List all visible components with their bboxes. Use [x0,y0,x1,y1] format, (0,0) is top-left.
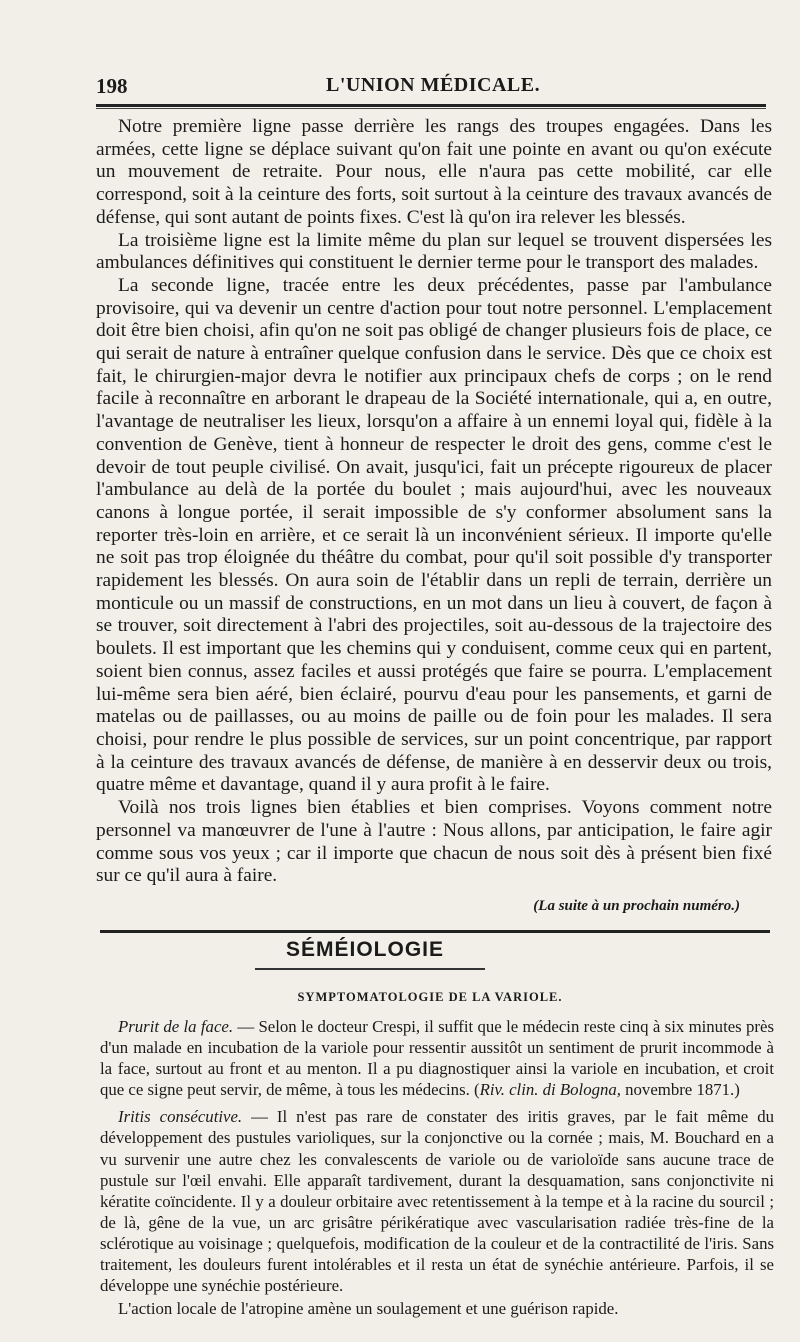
page-number: 198 [96,74,128,98]
header-rule [96,104,766,107]
header-rule-thin [96,108,766,109]
source-citation: Riv. clin. di Bologna, [479,1080,621,1100]
section-paragraph: L'action locale de l'atropine amène un soulagement et une guérison rapide. [118,1299,619,1319]
section-title-rule [255,968,485,970]
article-body [96,116,772,888]
article-paragraph: La troisième ligne est la limite même du plan sur lequel se trouvent dispersées les ambulances définitives qui constituent le dernier terme pour le transport des malades. [96,229,772,274]
citation-date: novembre 1871.) [620,1080,740,1100]
paragraph-text: — Selon le docteur Crespi, il suffit que le médecin reste cinq à six minutes près d'un malade en incubation de la variole pour ressentir aussitôt un sentiment de prurit incommode à la face, surtout au front et au menton. Il a pu diagnostiquer ainsi la variole en incubation, et croit que ce signe peut servir, de même, à tous les médecins. ( [100,1017,774,1100]
section-body [100,1016,774,1325]
paragraph-heading: Iritis consécutive. [118,1107,243,1127]
section-paragraph [100,1016,774,1100]
article-paragraph: Voilà nos trois lignes bien établies et bien comprises. Voyons comment notre personnel va manœuvrer de l'une à l'autre : Nous allons, par anticipation, le faire agir comme sous vos yeux ; car il importe que chacun de nous soit dès à présent bien fixé sur ce qu'il aura à faire. [96,797,772,887]
page-header [96,74,768,104]
section-title: SÉMÉIOLOGIE [285,938,445,961]
article-paragraph: La seconde ligne, tracée entre les deux précédentes, passe par l'ambulance provisoire, qui va devenir un centre d'action pour tout notre personnel. L'emplacement doit être bien choisi, afin qu'on ne soit pas obligé de changer plusieurs fois de place, ce qui serait de nature à entraîner quelque confusion dans le service. Dès que ce choix est fait, le chirurgien-major devra le notifier aux principaux chefs de corps ; on le rend facile à reconnaître en arborant le drapeau de la Société internationale, qui a, en outre, l'avantage de neutraliser les lieux, lorsqu'on a affaire à un ennemi loyal qui, fidèle à la convention de Genève, tient à honneur de respecter le droit des gens, comme c'est le devoir de tout peuple civilisé. On avait, jusqu'ici, fait un précepte rigoureux de placer l'ambulance au delà de la portée du boulet ; mais aujourd'hui, avec les nouveaux canons à longue portée, il serait impossible de s'y conformer absolument sans la reporter très-loin en arrière, et ce serait là un inconvénient sérieux. Il importe qu'elle ne soit pas trop éloignée du théâtre du combat, pour qu'il soit possible d'y transporter rapidement les blessés. On aura soin de l'établir dans un repli de terrain, derrière un monticule ou un massif de constructions, en un mot dans un lieu à couvert, de façon à se trouver, soit directement à l'abri des projectiles, soit au-dessous de la trajectoire des boulets. Il est important que les chemins qui y conduisent, comme ceux qui en partent, soient bien connus, assez faciles et aussi protégés que faire se pourra. L'emplacement lui-même sera bien aéré, bien éclairé, pourvu d'eau pour les pansements, et garni de matelas ou de paillasses, ou au moins de paille ou de foin pour les malades. Il sera choisi, pour rendre le plus possible de services, sur un point concentrique, par rapport à la ceinture des travaux avancés de défense, de manière à en desservir deux ou trois, quatre même et davantage, quand il y aura profit à le faire. [96,274,772,796]
article-paragraph: Notre première ligne passe derrière les rangs des troupes engagées. Dans les armées, cette ligne se déplace suivant qu'on fait une pointe en avant ou qu'on exécute un mouvement de retraite. Pour nous, elle n'aura pas cette mobilité, car elle correspond, soit à la ceinture des forts, soit surtout à la ceinture des travaux avancés de défense, qui sont autant de points fixes. C'est là qu'on ira relever les blessés. [96,116,772,228]
section-separator-rule [100,930,770,933]
continuation-note: (La suite à un prochain numéro.) [533,898,740,914]
section-paragraph [100,1106,774,1296]
paragraph-heading: Prurit de la face. [118,1017,234,1036]
journal-title: L'UNION MÉDICALE. [326,74,541,96]
subsection-title: SYMPTOMATOLOGIE DE LA VARIOLE. [297,990,563,1004]
paragraph-text: — Il n'est pas rare de constater des iritis graves, par le fait même du développement des pustules varioliques, sur la conjonctive ou la cornée ; mais, M. Bouchard en a vu survenir une autre chez les convalescents de variole ou de varioloïde sans aucune trace de pustule sur l'œil envahi. Elle apparaît tardivement, durant la desquamation, sans conjonctivite ni kératite coïncidente. Il y a douleur orbitaire avec retentissement à la tempe et à la racine du sourcil ; de là, gêne de la vue, un arc grisâtre périkératique avec vascularisation radiée très-fine de la sclérotique au voisinage ; quelquefois, modification de la couleur et de la contractilité de l'iris. Sans traitement, les douleurs furent intolérables et il resta un état de synéchie antérieure. Parfois, il se développe une synéchie postérieure. [100,1107,775,1296]
